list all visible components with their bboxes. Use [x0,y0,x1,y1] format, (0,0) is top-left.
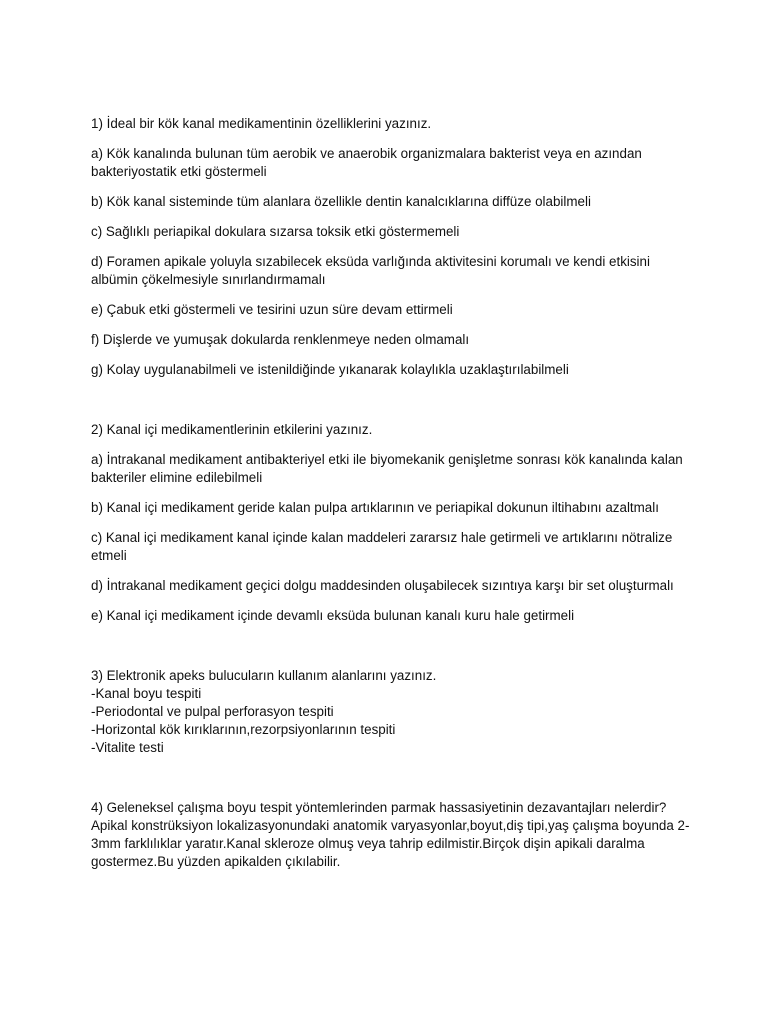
question-3: 3) Elektronik apeks bulucuların kullanım alanlarını yazınız. [91,668,437,683]
answer-4: Apikal konstrüksiyon lokalizasyonundaki anatomik varyasyonlar,boyut,diş tipi,yaş çalışma boyunda 2-3mm farklılıklar yaratır.Kanal skleroze olmuş veya tahrip edilmistir.Birçok dişin apikali daralma gostermez.Bu yüzden apikalden çıkılabilir. [91,818,690,869]
section-4 [91,799,691,871]
section-2 [91,421,691,625]
question-4: 4) Geleneksel çalışma boyu tespit yöntemlerinden parmak hassasiyetinin dezavantajları nelerdir? [91,800,667,815]
list-item-3-1: -Kanal boyu tespiti [91,686,202,701]
list-item-3-3: -Horizontal kök kırıklarının,rezorpsiyonlarının tespiti [91,722,396,737]
list-item-3-4: -Vitalite testi [91,740,164,755]
question-2: 2) Kanal içi medikamentlerinin etkilerini yazınız. [91,422,373,437]
section-3 [91,667,691,757]
answer-1a: a) Kök kanalında bulunan tüm aerobik ve anaerobik organizmalara bakterist veya en azından bakteriyostatik etki göstermeli [91,146,642,179]
answer-1d: d) Foramen apikale yoluyla sızabilecek eksüda varlığında aktivitesini korumalı ve kendi etkisini albümin çökelmesiyle sınırlandırmamalı [91,254,650,287]
section-spacer [91,769,691,799]
answer-2e: e) Kanal içi medikament içinde devamlı eksüda bulunan kanalı kuru hale getirmeli [91,608,575,623]
answer-1c: c) Sağlıklı periapikal dokulara sızarsa toksik etki göstermemeli [91,224,460,239]
answer-2c: c) Kanal içi medikament kanal içinde kalan maddeleri zararsız hale getirmeli ve artıklarını nötralize etmeli [91,530,673,563]
answer-1b: b) Kök kanal sisteminde tüm alanlara özellikle dentin kanalcıklarına diffüze olabilmeli [91,194,591,209]
answer-1f: f) Dişlerde ve yumuşak dokularda renklenmeye neden olmamalı [91,332,470,347]
question-1: 1) İdeal bir kök kanal medikamentinin özelliklerini yazınız. [91,116,432,131]
list-item-3-2: -Periodontal ve pulpal perforasyon tespiti [91,704,334,719]
section-spacer [91,391,691,421]
section-1 [91,115,691,379]
answer-1g: g) Kolay uygulanabilmeli ve istenildiğinde yıkanarak kolaylıkla uzaklaştırılabilmeli [91,362,569,377]
answer-2b: b) Kanal içi medikament geride kalan pulpa artıklarının ve periapikal dokunun iltihabını azaltmalı [91,500,659,515]
answer-2d: d) İntrakanal medikament geçici dolgu maddesinden oluşabilecek sızıntıya karşı bir set oluşturmalı [91,578,674,593]
section-spacer [91,637,691,667]
answer-2a: a) İntrakanal medikament antibakteriyel etki ile biyomekanik genişletme sonrası kök kanalında kalan bakteriler elimine edilebilmeli [91,452,683,485]
answer-1e: e) Çabuk etki göstermeli ve tesirini uzun süre devam ettirmeli [91,302,453,317]
document-body [91,115,691,883]
